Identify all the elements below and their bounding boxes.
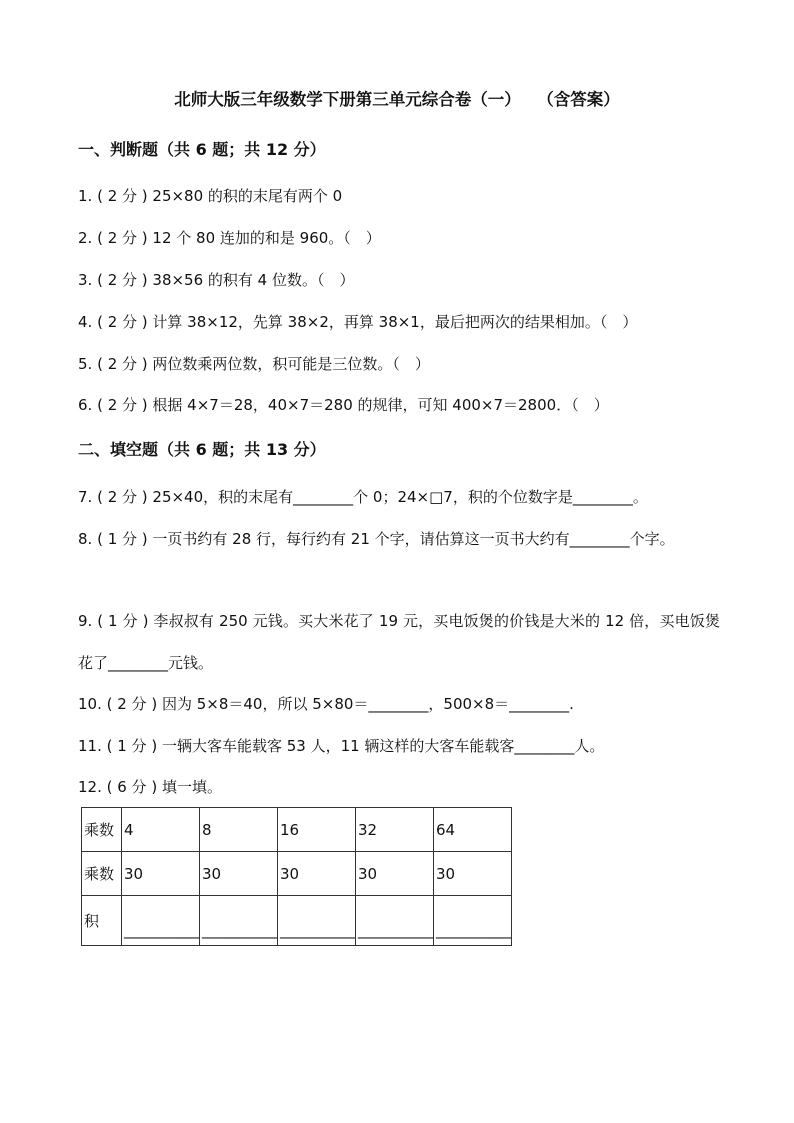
- question-11: 11. ( 1 分 ) 一辆大客车能载客 53 人，11 辆这样的大客车能载客________人。: [78, 737, 605, 755]
- answer-blank[interactable]: __________: [200, 896, 278, 946]
- table-cell: 30: [278, 852, 356, 896]
- question-5: 5. ( 2 分 ) 两位数乘两位数，积可能是三位数。（ ）: [78, 355, 430, 373]
- question-12: 12. ( 6 分 ) 填一填。: [78, 778, 222, 796]
- section-heading-true-false: 一、判断题（共 6 题；共 12 分）: [78, 140, 326, 159]
- row-header: 积: [82, 896, 122, 946]
- question-9: 9. ( 1 分 ) 李叔叔有 250 元钱。买大米花了 19 元，买电饭煲的价钱是大米的 12 倍，买电饭煲花了________元钱。: [78, 612, 720, 672]
- table-cell: 32: [356, 808, 434, 852]
- table-row: [82, 808, 512, 852]
- row-header: 乘数: [82, 852, 122, 896]
- answer-blank[interactable]: __________: [122, 896, 200, 946]
- question-2: 2. ( 2 分 ) 12 个 80 连加的和是 960。（ ）: [78, 229, 381, 247]
- question-10: 10. ( 2 分 ) 因为 5×8＝40，所以 5×80＝________，500×8＝________.: [78, 695, 574, 713]
- table-cell: 64: [434, 808, 512, 852]
- table-cell: 30: [434, 852, 512, 896]
- question-3: 3. ( 2 分 ) 38×56 的积有 4 位数。（ ）: [78, 271, 355, 289]
- row-header: 乘数: [82, 808, 122, 852]
- table-cell: 30: [200, 852, 278, 896]
- table-row: [82, 896, 512, 946]
- section-heading-fill-blank: 二、填空题（共 6 题；共 13 分）: [78, 440, 326, 459]
- question-7: 7. ( 2 分 ) 25×40，积的末尾有________个 0；24×□7，积的个位数字是________。: [78, 488, 648, 506]
- multiplication-table: [81, 807, 512, 946]
- table-cell: 30: [122, 852, 200, 896]
- answer-blank[interactable]: __________: [278, 896, 356, 946]
- question-6: 6. ( 2 分 ) 根据 4×7＝28，40×7＝280 的规律，可知 400×7＝2800．（ ）: [78, 396, 609, 414]
- question-4: 4. ( 2 分 ) 计算 38×12，先算 38×2，再算 38×1，最后把两次的结果相加。（ ）: [78, 313, 638, 331]
- table-cell: 16: [278, 808, 356, 852]
- table-cell: 8: [200, 808, 278, 852]
- question-1: 1. ( 2 分 ) 25×80 的积的末尾有两个 0: [78, 187, 343, 205]
- question-8: 8. ( 1 分 ) 一页书约有 28 行，每行约有 21 个字，请估算这一页书大约有________个字。: [78, 530, 675, 548]
- table-cell: 30: [356, 852, 434, 896]
- page-title: 北师大版三年级数学下册第三单元综合卷（一） （含答案）: [174, 90, 620, 109]
- table-cell: 4: [122, 808, 200, 852]
- table-row: [82, 852, 512, 896]
- answer-blank[interactable]: __________: [356, 896, 434, 946]
- answer-blank[interactable]: __________: [434, 896, 512, 946]
